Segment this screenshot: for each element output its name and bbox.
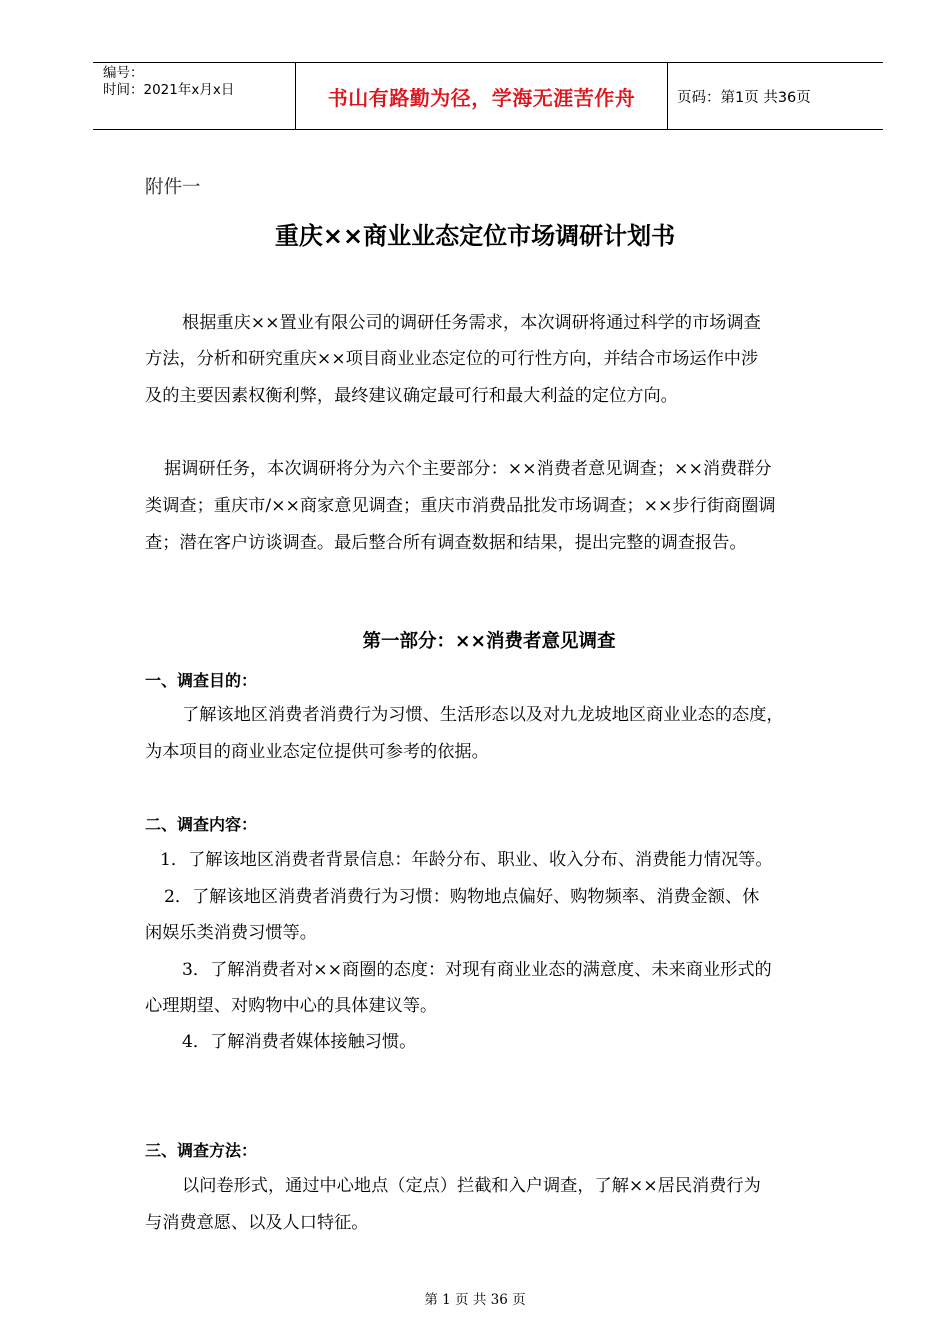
page-footer: 第 1 页 共 36 页 xyxy=(424,1292,526,1308)
s2-line6: 4．了解消费者媒体接触习惯。 xyxy=(182,1032,417,1052)
s3-line1: 以问卷形式，通过中心地点（定点）拦截和入户调查，了解××居民消费行为 xyxy=(182,1176,761,1196)
intro-p1-line3: 及的主要因素权衡利弊，最终建议确定最可行和最大利益的定位方向。 xyxy=(145,386,678,406)
header-motto: 书山有路勤为径，学海无涯苦作舟 xyxy=(295,63,668,129)
s3-line2: 与消费意愿、以及人口特征。 xyxy=(145,1213,369,1233)
s2-line4: 3．了解消费者对××商圈的态度：对现有商业业态的满意度、未来商业形式的 xyxy=(182,960,772,980)
s2-line2: 2．了解该地区消费者消费行为习惯：购物地点偏好、购物频率、消费金额、休 xyxy=(164,887,760,907)
intro-p2-line3: 查；潜在客户访谈调查。最后整合所有调查数据和结果，提出完整的调查报告。 xyxy=(145,533,747,553)
s1-line1: 了解该地区消费者消费行为习惯、生活形态以及对九龙坡地区商业业态的态度， xyxy=(182,705,784,725)
appendix-label: 附件一 xyxy=(145,177,201,198)
s3-heading: 三、调查方法： xyxy=(145,1141,258,1160)
intro-p1-line2: 方法，分析和研究重庆××项目商业业态定位的可行性方向，并结合市场运作中涉 xyxy=(145,349,759,369)
header-meta xyxy=(93,63,295,129)
s1-heading: 一、调查目的： xyxy=(145,671,258,690)
intro-p2-line1: 据调研任务，本次调研将分为六个主要部分：××消费者意见调查；××消费群分 xyxy=(164,459,772,479)
s2-line3: 闲娱乐类消费习惯等。 xyxy=(145,923,317,943)
part1-title: 第一部分：××消费者意见调查 xyxy=(362,631,616,652)
number-label: 编号： xyxy=(103,65,144,81)
s1-line2: 为本项目的商业业态定位提供可参考的依据。 xyxy=(145,742,489,762)
intro-p1-line1: 根据重庆××置业有限公司的调研任务需求，本次调研将通过科学的市场调查 xyxy=(182,313,761,333)
document-title: 重庆××商业业态定位市场调研计划书 xyxy=(274,222,676,250)
s2-heading: 二、调查内容： xyxy=(145,815,258,834)
header-page-info: 页码：第1页 共36页 xyxy=(677,89,811,106)
intro-p2-line2: 类调查；重庆市/××商家意见调查；重庆市消费品批发市场调查；××步行街商圈调 xyxy=(145,496,776,516)
s2-line5: 心理期望、对购物中心的具体建议等。 xyxy=(145,996,438,1016)
page-header xyxy=(93,62,883,130)
s2-line1: 1．了解该地区消费者背景信息：年龄分布、职业、收入分布、消费能力情况等。 xyxy=(160,850,773,870)
time-label: 时间：2021年x月x日 xyxy=(103,82,235,98)
